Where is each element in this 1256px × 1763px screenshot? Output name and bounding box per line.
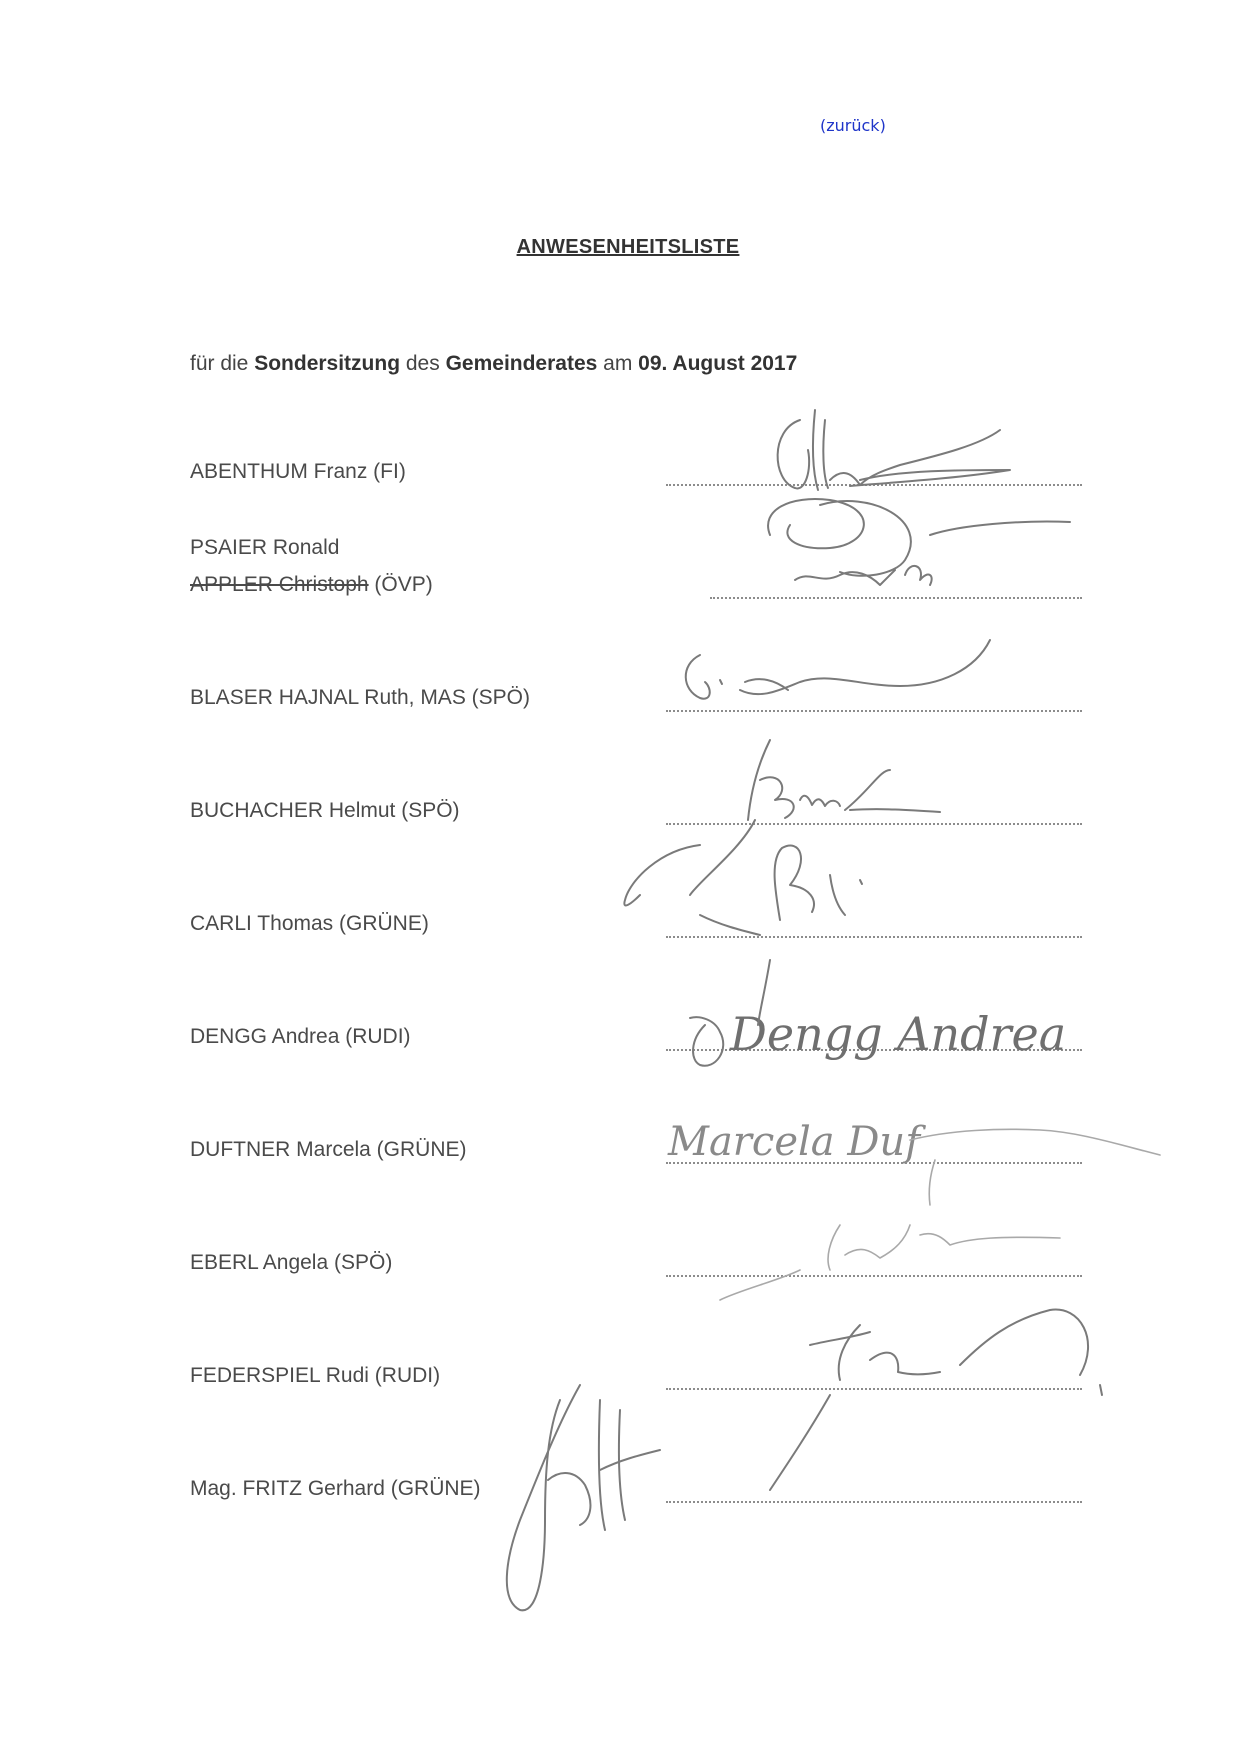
signature-dengg-text: Dengg Andrea (730, 1007, 1067, 1061)
attendee-party: (ÖVP) (368, 573, 433, 596)
intro-prefix: für die (190, 352, 255, 375)
attendee-name: BUCHACHER Helmut (SPÖ) (190, 799, 460, 822)
struck-name: APPLER Christoph (190, 573, 369, 596)
attendee-name: Mag. FRITZ Gerhard (GRÜNE) (190, 1477, 481, 1500)
attendee-name: ABENTHUM Franz (FI) (190, 460, 406, 483)
back-link[interactable]: (zurück) (820, 116, 886, 135)
attendee-name-struck (190, 573, 433, 597)
signature-line (666, 823, 1082, 825)
attendee-name: BLASER HAJNAL Ruth, MAS (SPÖ) (190, 686, 530, 709)
signature-line (666, 1388, 1082, 1390)
signature-fritz (507, 1385, 660, 1610)
signature-psaier (768, 499, 1070, 585)
signature-line (710, 597, 1082, 599)
session-intro (190, 352, 797, 376)
signature-line (666, 710, 1082, 712)
signature-eberl (720, 1225, 1060, 1300)
signature-blaser (686, 640, 990, 699)
intro-am: am (597, 352, 639, 375)
signature-carli (624, 845, 862, 935)
attendee-name-replacement: PSAIER Ronald (190, 536, 340, 559)
signature-line (666, 484, 1082, 486)
signature-abenthum (778, 410, 1010, 490)
signature-line (666, 1049, 1082, 1051)
signature-federspiel (770, 1310, 1102, 1490)
intro-body: Gemeinderates (445, 352, 598, 375)
attendee-name: DENGG Andrea (RUDI) (190, 1025, 411, 1048)
intro-middle: des (400, 352, 446, 375)
attendee-name: FEDERSPIEL Rudi (RUDI) (190, 1364, 441, 1387)
signature-duftner-text: Marcela Duf (668, 1119, 920, 1165)
intro-session: Sondersitzung (254, 352, 401, 375)
attendee-name: EBERL Angela (SPÖ) (190, 1251, 393, 1274)
intro-date: 09. August 2017 (638, 352, 798, 375)
attendee-name: DUFTNER Marcela (GRÜNE) (190, 1138, 467, 1161)
signature-line (666, 1501, 1082, 1503)
signature-buchacher (690, 740, 940, 895)
signature-line (666, 1275, 1082, 1277)
attendee-name: CARLI Thomas (GRÜNE) (190, 912, 429, 935)
document-title: ANWESENHEITSLISTE (516, 236, 740, 258)
signature-line (666, 1162, 1082, 1164)
signature-line (666, 936, 1082, 938)
